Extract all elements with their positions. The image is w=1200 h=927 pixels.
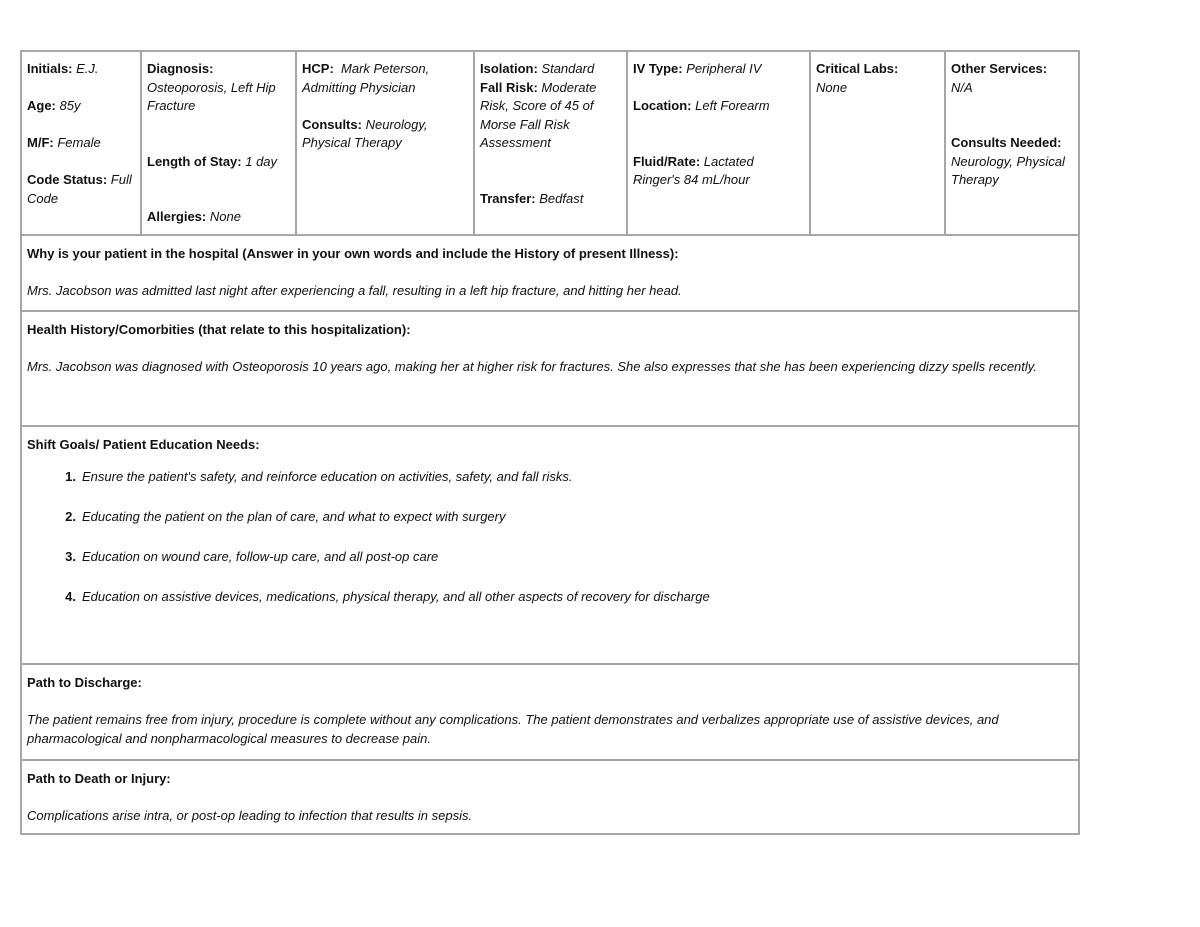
iv-type-field: IV Type: Peripheral IV bbox=[633, 61, 762, 76]
isolation-cell bbox=[475, 52, 628, 234]
section-title: Health History/Comorbities (that relate to this hospitalization): bbox=[27, 322, 411, 337]
hcp-field: HCP: Mark Peterson, Admitting Physician bbox=[302, 61, 430, 95]
section-title: Path to Discharge: bbox=[27, 675, 142, 690]
hcp-cell bbox=[297, 52, 475, 234]
age-field: Age: 85y bbox=[27, 98, 81, 113]
section-body: Mrs. Jacobson was diagnosed with Osteoporosis 10 years ago, making her at higher risk for fractures. She also expresses that she has been experiencing dizzy spells recently. bbox=[27, 359, 1037, 374]
path-to-death-section bbox=[22, 759, 1078, 833]
section-title: Shift Goals/ Patient Education Needs: bbox=[27, 437, 260, 452]
consults-field: Consults: Neurology, Physical Therapy bbox=[302, 116, 428, 150]
list-item: 1. Ensure the patient's safety, and reinforce education on activities, safety, and fall risks. bbox=[65, 469, 573, 484]
section-body: Mrs. Jacobson was admitted last night after experiencing a fall, resulting in a left hip fracture, and hitting her head. bbox=[27, 283, 682, 298]
list-item: 2. Educating the patient on the plan of care, and what to expect with surgery bbox=[65, 509, 506, 524]
iv-location-field: Location: Left Forearm bbox=[633, 98, 770, 113]
shift-goals-section bbox=[22, 425, 1078, 663]
patient-care-plan bbox=[20, 50, 1080, 835]
section-body: The patient remains free from injury, procedure is complete without any complications. The patient demonstrates and verbalizes appropriate use of assistive devices, and pharmacological and nonpharmacological measures to decrease pain. bbox=[27, 712, 999, 746]
consults-needed-label: Consults Needed: bbox=[951, 135, 1062, 150]
path-to-discharge-section bbox=[22, 663, 1078, 759]
demographics-cell bbox=[22, 52, 142, 234]
fluid-rate-field: Fluid/Rate: Lactated Ringer's 84 mL/hour bbox=[633, 153, 754, 187]
reason-for-admission-section bbox=[22, 234, 1078, 310]
diagnosis-label: Diagnosis: bbox=[147, 61, 214, 76]
fall-risk-field: Fall Risk: Moderate Risk, Score of 45 of Morse Fall Risk Assessment bbox=[480, 79, 597, 150]
diagnosis-cell bbox=[142, 52, 297, 234]
section-title: Why is your patient in the hospital (Answer in your own words and include the History of present Illness): bbox=[27, 246, 679, 261]
health-history-section bbox=[22, 310, 1078, 425]
critical-labs-value: None bbox=[816, 79, 848, 95]
length-of-stay-field: Length of Stay: 1 day bbox=[147, 153, 278, 169]
isolation-field: Isolation: Standard bbox=[480, 61, 595, 76]
initials-field: Initials: E.J. bbox=[27, 61, 99, 76]
iv-cell bbox=[628, 52, 811, 234]
other-services-field: Other Services: N/A bbox=[951, 61, 1048, 95]
list-item: 4. Education on assistive devices, medications, physical therapy, and all other aspects of recovery for discharge bbox=[65, 589, 710, 604]
other-services-cell bbox=[946, 52, 1078, 234]
patient-summary-grid bbox=[22, 50, 1078, 234]
list-item: 3. Education on wound care, follow-up care, and all post-op care bbox=[65, 549, 439, 564]
section-title: Path to Death or Injury: bbox=[27, 771, 171, 786]
diagnosis-value: Osteoporosis, Left Hip Fracture bbox=[147, 79, 276, 113]
goals-list bbox=[27, 467, 1072, 606]
section-body: Complications arise intra, or post-op leading to infection that results in sepsis. bbox=[27, 808, 473, 823]
consults-needed-value: Neurology, Physical Therapy bbox=[951, 153, 1065, 187]
critical-labs-cell bbox=[811, 52, 946, 234]
critical-labs-label: Critical Labs: bbox=[816, 61, 899, 76]
sex-field: M/F: Female bbox=[27, 135, 101, 150]
transfer-field: Transfer: Bedfast bbox=[480, 190, 584, 206]
code-status-field: Code Status: Full Code bbox=[27, 172, 132, 206]
allergies-field: Allergies: None bbox=[147, 209, 241, 224]
